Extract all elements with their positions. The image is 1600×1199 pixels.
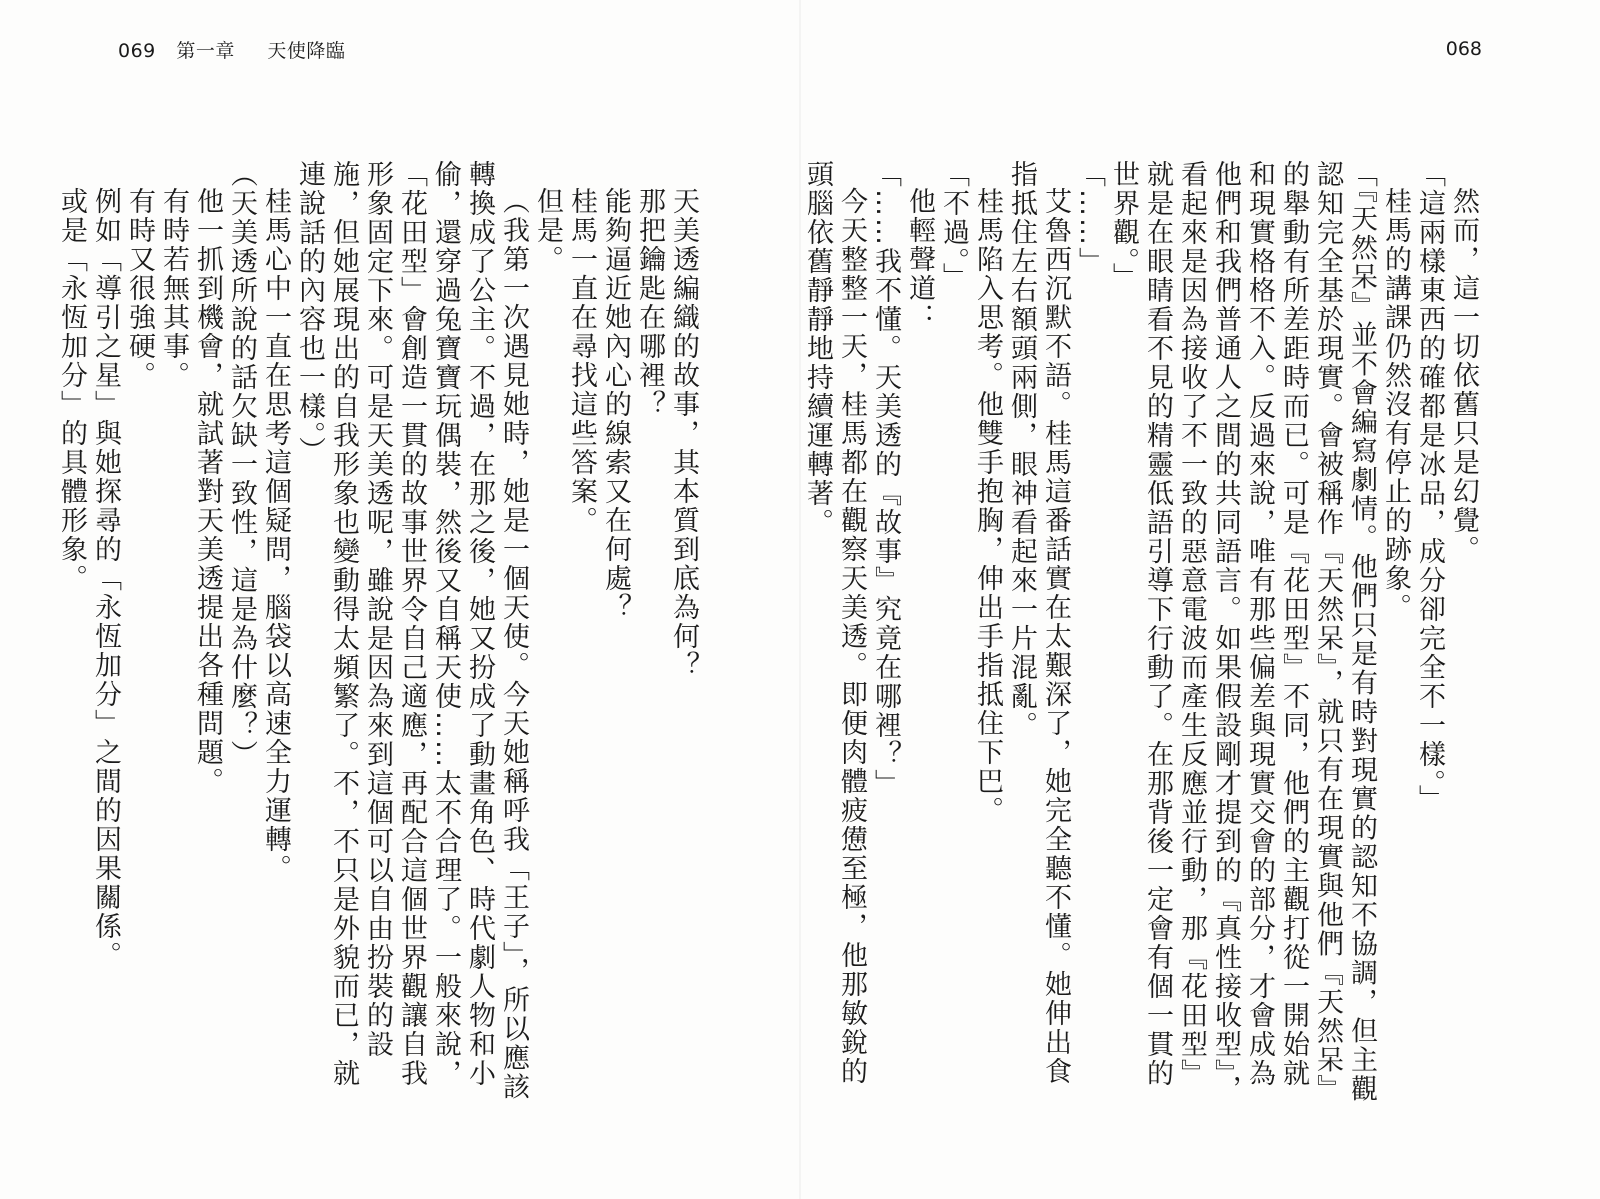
paragraph: 他一抓到機會，就試著對天美透提出各種問題。: [192, 187, 223, 796]
paragraph: 那把鑰匙在哪裡？: [634, 187, 665, 419]
paragraph: （我第一次遇見她時，她是一個天使。今天她稱呼我「王子」，所以應該轉換成了公主。不過，在那之後，她又扮成了動畫角色、時代劇人物和小偷，還穿過兔寶寶玩偶裝，然後又自稱天使……太不合理了。一般來說，「花田型」會創造一貫的故事世界令自己適應，再配合這個世界觀讓自我形象固定下來。可是天美透呢，雖說是因為來到這個可以自由扮裝的設施，但她展現出的自我形象也變動得太頻繁了。不，不只是外貌而已，就連說話的內容也一樣。）: [294, 160, 529, 1102]
left-page-text: [56, 160, 700, 1110]
paragraph: 桂馬的講課仍然沒有停止的跡象。: [1380, 187, 1411, 622]
paragraph: 有時若無其事。: [158, 187, 189, 390]
paragraph: 他輕聲道：: [904, 187, 935, 332]
paragraph: 「不過。」: [938, 160, 969, 292]
right-page-text: [802, 160, 1480, 1110]
left-page-header: [118, 36, 345, 63]
right-page-number: 068: [1445, 38, 1482, 60]
paragraph: 例如「導引之星」與她探尋的「永恆加分」之間的因果關係。: [90, 187, 121, 970]
paragraph: 然而，這一切依舊只是幻覺。: [1448, 187, 1479, 564]
paragraph: 天美透編織的故事，其本質到底為何？: [668, 187, 699, 680]
paragraph: 今天整整一天，桂馬都在觀察天美透。即便肉體疲憊至極，他那敏銳的頭腦依舊靜靜地持續運轉著。: [802, 160, 867, 1086]
chapter-label: 第一章: [176, 40, 235, 62]
paragraph: 「『天然呆』並不會編寫劇情。他們只是有時對現實的認知不協調，但主觀認知完全基於現實。會被稱作『天然呆』，就只有在現實與他們『天然呆』的舉動有所差距時而已。可是『花田型』不同，他們的主觀打從一開始就和現實格格不入。反過來說，唯有那些偏差與現實交會的部分，才會成為他們和我們普通人之間的共同語言。如果假設剛才提到的『真性接收型』，看起來是因為接收了不一致的惡意電波而產生反應並行動，那『花田型』就是在眼睛看不見的精靈低語引導下行動了。在那背後一定會有個一貫的世界觀。」: [1108, 160, 1377, 1104]
chapter-title: 天使降臨: [267, 40, 346, 62]
paragraph: 或是「永恆加分」的具體形象。: [56, 187, 87, 593]
paragraph: 有時又很強硬。: [124, 187, 155, 390]
paragraph: 桂馬一直在尋找這些答案。: [566, 187, 597, 535]
paragraph: 艾魯西沉默不語。桂馬這番話實在太艱深了，她完全聽不懂。她伸出食指抵住左右額頭兩側，眼神看起來一片混亂。: [1006, 160, 1071, 1086]
paragraph: 能夠逼近她內心的線索又在何處？: [600, 187, 631, 622]
paragraph: 「……我不懂。天美透的『故事』究竟在哪裡？」: [870, 160, 901, 798]
paragraph: 「這兩樣東西的確都是冰品，成分卻完全不一樣。」: [1414, 160, 1445, 814]
paragraph: 「……」: [1074, 160, 1105, 276]
paragraph: 桂馬陷入思考。他雙手抱胸，伸出手指抵住下巴。: [972, 187, 1003, 825]
paragraph: （天美透所說的話欠缺一致性，這是為什麼？）: [226, 160, 257, 769]
paragraph: 桂馬心中一直在思考這個疑問，腦袋以高速全力運轉。: [260, 187, 291, 883]
left-page-number: 069: [118, 40, 156, 62]
paragraph: 但是。: [532, 187, 563, 274]
